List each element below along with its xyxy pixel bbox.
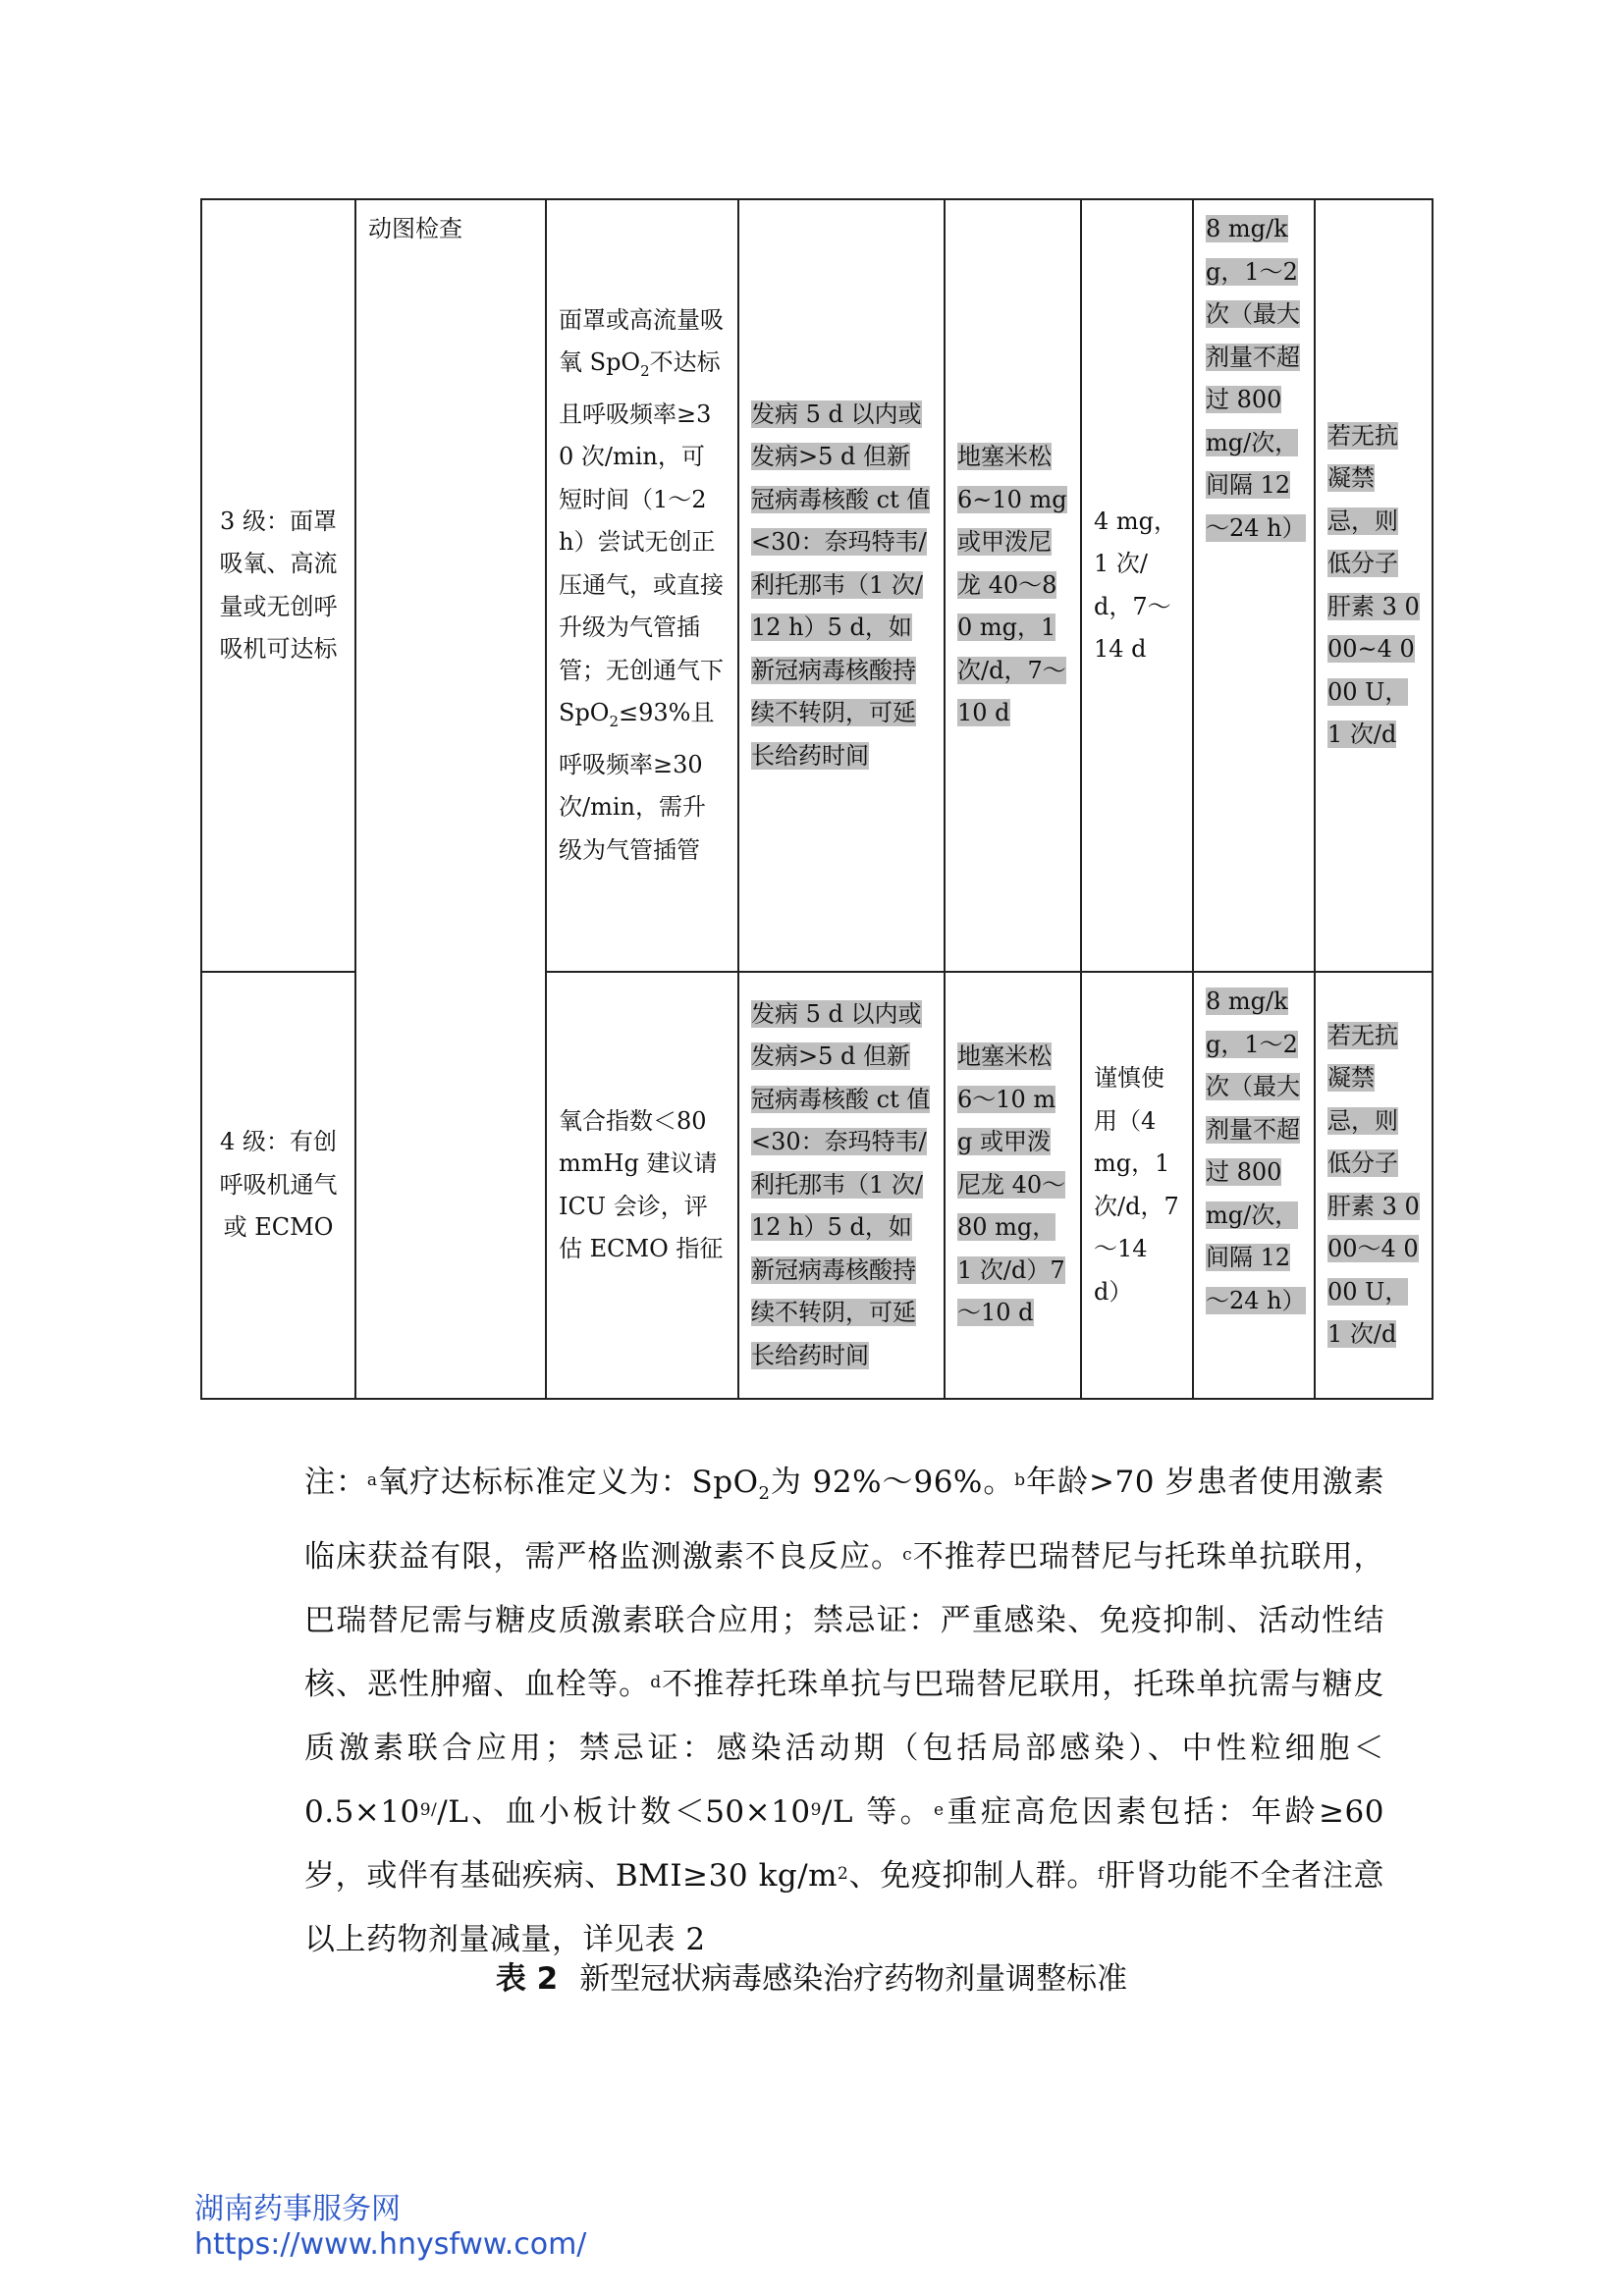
exam-cell <box>355 199 546 1399</box>
anticoagulant-cell <box>1315 972 1433 1399</box>
exam-label: 动图检查 <box>368 215 462 242</box>
antiviral-cell <box>738 972 945 1399</box>
indication-text: 面罩或高流量吸氧 SpO$_2$不达标且呼吸频率≥30 次/min，可短时间（1～2 h）尝试无创正压通气，或直接升级为气管插管；无创通气下 SpO$_2$≤93%且呼吸频率≥30 次/min，需升级为气管插管 <box>559 305 724 864</box>
grade-cell <box>201 972 355 1399</box>
il6-cell <box>1193 199 1315 972</box>
indication-text: 氧合指数＜80 mmHg 建议请 ICU 会诊，评估 ECMO 指征 <box>559 1106 724 1262</box>
il6-text: 8 mg/kg，1～2 次（最大剂量不超过 800 mg/次，间隔 12～24 h） <box>1206 215 1306 542</box>
site-url[interactable]: https://www.hnysfww.com/ <box>194 2227 587 2262</box>
grade-3-label: 3 级：面罩吸氧、高流量或无创呼吸机可达标 <box>219 507 338 663</box>
il6-cell <box>1193 972 1315 1399</box>
grade-4-label: 4 级：有创呼吸机通气或 ECMO <box>219 1128 338 1242</box>
antiviral-cell <box>738 199 945 972</box>
steroid-text: 地塞米松 6～10 mg 或甲泼尼龙 40～80 mg，1 次/d）7～10 d <box>957 1042 1066 1327</box>
antiviral-text: 发病 5 d 以内或发病>5 d 但新冠病毒核酸 ct 值<30：奈玛特韦/利托那韦（1 次/12 h）5 d，如新冠病毒核酸持续不转阴，可延长给药时间 <box>751 999 931 1369</box>
steroid-cell <box>945 972 1081 1399</box>
indication-cell <box>546 972 738 1399</box>
jak-inhibitor-text: 4 mg，1 次/d，7～14 d <box>1094 507 1178 663</box>
footer-watermark <box>194 2192 586 2263</box>
indication-cell <box>546 199 738 972</box>
table-row <box>201 199 1433 972</box>
jak-inhibitor-text: 谨慎使用（4 mg，1 次/d，7～14 d） <box>1094 1064 1179 1306</box>
grade-cell <box>201 199 355 972</box>
steroid-cell <box>945 199 1081 972</box>
anticoagulant-cell <box>1315 199 1433 972</box>
table-caption <box>0 1959 1623 1999</box>
anticoagulant-text: 若无抗凝禁忌，则低分子肝素 3 000~4 000 U，1 次/d <box>1327 421 1420 748</box>
treatment-table <box>200 198 1434 1400</box>
steroid-text: 地塞米松 6~10 mg 或甲泼尼龙 40～80 mg，1 次/d，7～10 d <box>957 443 1067 727</box>
table-notes: 注：$^a$氧疗达标标准定义为：SpO$_2$为 92%～96%。$^b$年龄>70 岁患者使用激素临床获益有限，需严格监测激素不良反应。$^c$不推荐巴瑞替尼与托珠单抗联用，巴瑞替尼需与糖皮质激素联合应用；禁忌证：严重感染、免疫抑制、活动性结核、恶性肿瘤、血栓等。$^d$不推荐托珠单抗与巴瑞替尼联用，托珠单抗需与糖皮质激素联合应用；禁忌证：感染活动期（包括局部感染）、中性粒细胞$<0.5\times 10^{9/}/L$、血小板计数$<50\times 10^9/L$ 等。$^e$重症高危因素包括：年龄≥60 岁，或伴有基础疾病、BMI≥30 $kg/m^2$、免疫抑制人群。$^f$肝肾功能不全者注意以上药物剂量减量，详见表 2 <box>304 1465 1385 1958</box>
il6-text: 8 mg/kg，1～2 次（最大剂量不超过 800 mg/次，间隔 12～24 h） <box>1206 988 1306 1314</box>
caption-label: 表 2 <box>495 1961 559 1997</box>
jak-inhibitor-cell <box>1081 972 1193 1399</box>
site-name: 湖南药事服务网 <box>194 2192 401 2226</box>
jak-inhibitor-cell <box>1081 199 1193 972</box>
antiviral-text: 发病 5 d 以内或发病>5 d 但新冠病毒核酸 ct 值<30：奈玛特韦/利托那韦（1 次/12 h）5 d，如新冠病毒核酸持续不转阴，可延长给药时间 <box>751 400 931 770</box>
caption-title: 新型冠状病毒感染治疗药物剂量调整标准 <box>579 1961 1128 1997</box>
anticoagulant-text: 若无抗凝禁忌，则低分子肝素 3 000～4 000 U，1 次/d <box>1327 1021 1420 1348</box>
